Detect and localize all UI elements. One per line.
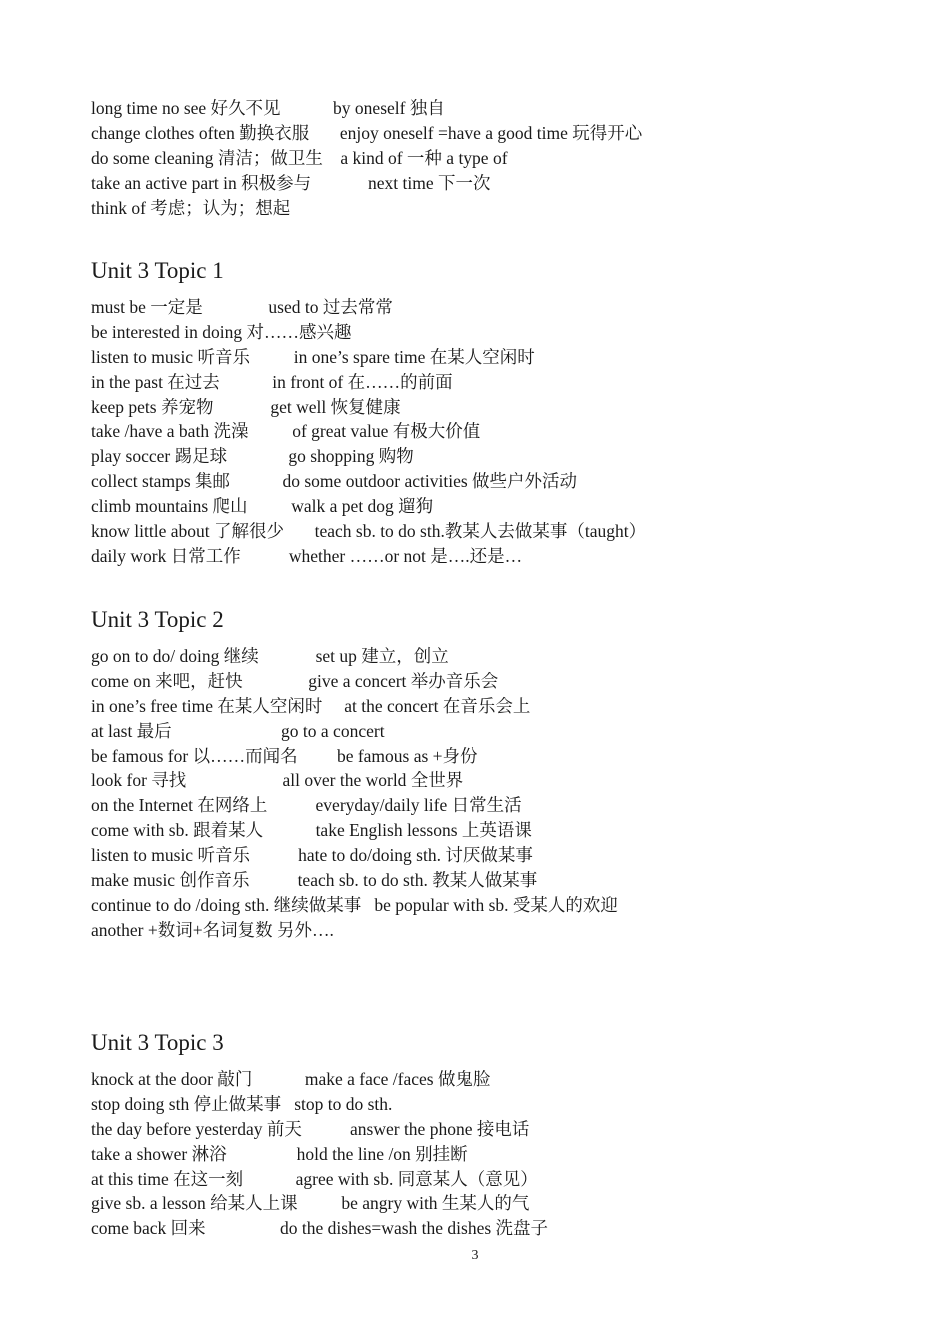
phrase-line: take /have a bath 洗澡 of great value 有极大价值 bbox=[91, 421, 481, 442]
phrase-line: continue to do /doing sth. 继续做某事 be popular with sb. 受某人的欢迎 bbox=[91, 894, 618, 915]
phrase-line: climb mountains 爬山 walk a pet dog 遛狗 bbox=[91, 496, 434, 517]
phrase-line: come on 来吧，赶快 give a concert 举办音乐会 bbox=[91, 670, 499, 691]
phrase-line: keep pets 养宠物 get well 恢复健康 bbox=[91, 396, 401, 417]
phrase-line: in one’s free time 在某人空闲时 at the concert 在音乐会上 bbox=[91, 695, 531, 716]
phrase-line: play soccer 踢足球 go shopping 购物 bbox=[91, 446, 414, 467]
phrase-line: come back 回来 do the dishes=wash the dishes 洗盘子 bbox=[91, 1218, 549, 1239]
topic2-heading: Unit 3 Topic 2 bbox=[91, 607, 224, 632]
phrase-line: be famous for 以……而闻名 be famous as +身份 bbox=[91, 745, 478, 766]
topic3-phrase-list bbox=[91, 1067, 891, 1241]
phrase-line: make music 创作音乐 teach sb. to do sth. 教某人做某事 bbox=[91, 870, 538, 891]
phrase-line: stop doing sth 停止做某事 stop to do sth. bbox=[91, 1093, 393, 1114]
phrase-line: come with sb. 跟着某人 take English lessons 上英语课 bbox=[91, 820, 532, 841]
phrase-line: take an active part in 积极参与 next time 下一次 bbox=[91, 172, 491, 193]
phrase-line: know little about 了解很少 teach sb. to do sth.教某人去做某事（taught） bbox=[91, 521, 647, 542]
phrase-line: another +数词+名词复数 另外…. bbox=[91, 919, 334, 940]
phrase-line: be interested in doing 对……感兴趣 bbox=[91, 321, 352, 342]
intro-phrase-list bbox=[91, 96, 891, 220]
phrase-line: think of 考虑；认为；想起 bbox=[91, 197, 291, 218]
phrase-line: look for 寻找 all over the world 全世界 bbox=[91, 770, 464, 791]
topic2-phrase-list bbox=[91, 644, 891, 943]
phrase-line: listen to music 听音乐 in one’s spare time 在某人空闲时 bbox=[91, 346, 535, 367]
phrase-line: the day before yesterday 前天 answer the phone 接电话 bbox=[91, 1118, 530, 1139]
phrase-line: must be 一定是 used to 过去常常 bbox=[91, 297, 393, 317]
phrase-line: collect stamps 集邮 do some outdoor activities 做些户外活动 bbox=[91, 471, 578, 492]
phrase-line: daily work 日常工作 whether ……or not 是….还是… bbox=[91, 545, 523, 566]
phrase-line: listen to music 听音乐 hate to do/doing sth. 讨厌做某事 bbox=[91, 845, 533, 866]
phrase-line: long time no see 好久不见 by oneself 独自 bbox=[91, 98, 445, 118]
phrase-line: go on to do/ doing 继续 set up 建立，创立 bbox=[91, 646, 449, 666]
topic1-phrase-list bbox=[91, 295, 891, 569]
phrase-line: give sb. a lesson 给某人上课 be angry with 生某人的气 bbox=[91, 1193, 530, 1214]
phrase-line: take a shower 淋浴 hold the line /on 别挂断 bbox=[91, 1143, 468, 1164]
page-number: 3 bbox=[471, 1248, 479, 1263]
phrase-line: change clothes often 勤换衣服 enjoy oneself =have a good time 玩得开心 bbox=[91, 122, 643, 143]
topic1-heading: Unit 3 Topic 1 bbox=[91, 258, 224, 283]
phrase-line: on the Internet 在网络上 everyday/daily life 日常生活 bbox=[91, 795, 522, 816]
phrase-line: at last 最后 go to a concert bbox=[91, 720, 385, 741]
phrase-line: do some cleaning 清洁；做卫生 a kind of 一种 a type of bbox=[91, 147, 508, 168]
topic3-heading: Unit 3 Topic 3 bbox=[91, 1030, 224, 1055]
phrase-line: knock at the door 敲门 make a face /faces 做鬼脸 bbox=[91, 1069, 491, 1089]
phrase-line: at this time 在这一刻 agree with sb. 同意某人（意见） bbox=[91, 1168, 538, 1189]
phrase-line: in the past 在过去 in front of 在……的前面 bbox=[91, 371, 453, 392]
